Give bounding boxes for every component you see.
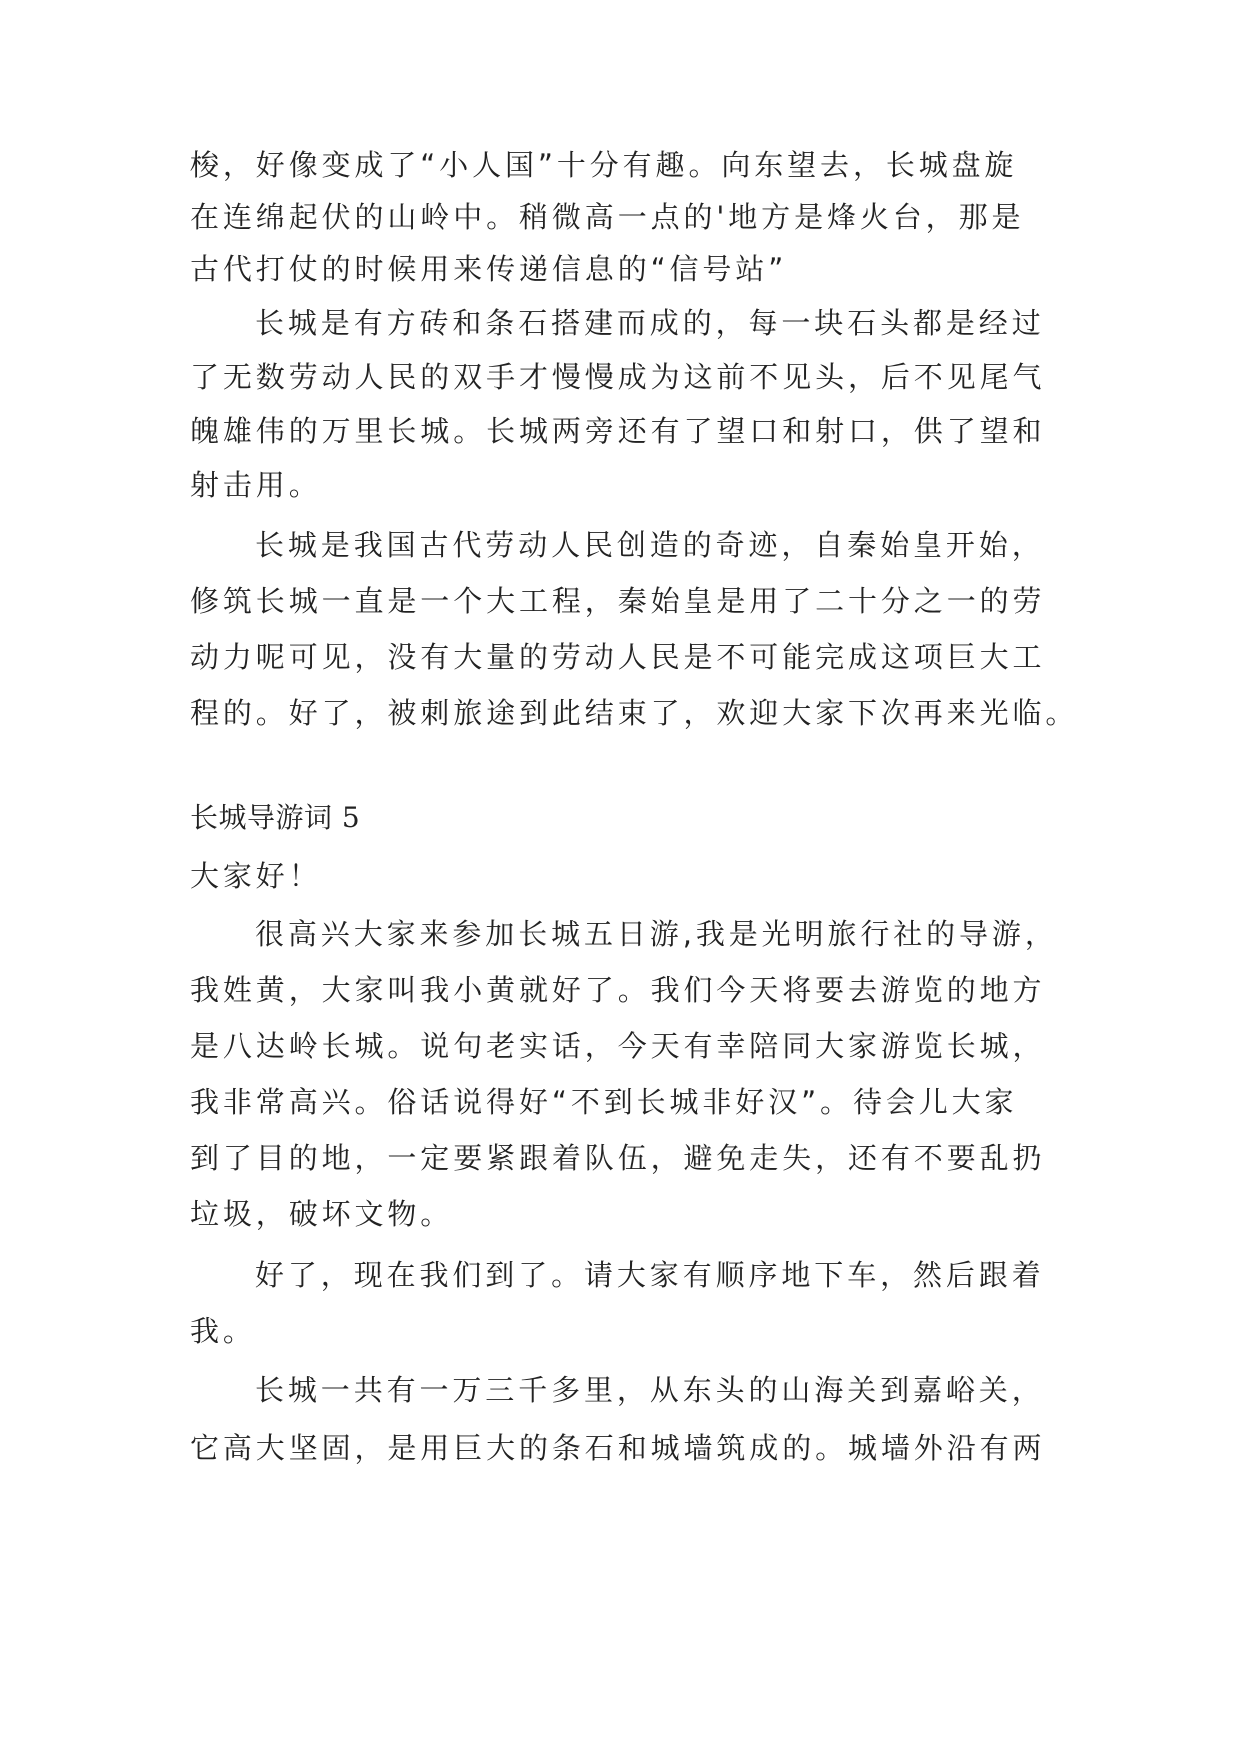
text-line: 到了目的地，一定要紧跟着队伍，避免走失，还有不要乱扔 [190, 1141, 1046, 1175]
text-line: 我姓黄，大家叫我小黄就好了。我们今天将要去游览的地方 [190, 973, 1046, 1007]
text-line: 在连绵起伏的山岭中。稍微高一点的'地方是烽火台，那是 [190, 200, 1025, 234]
text-line: 长城一共有一万三千多里，从东头的山海关到嘉峪关， [255, 1373, 1045, 1407]
text-line: 魄雄伟的万里长城。长城两旁还有了望口和射口，供了望和 [190, 414, 1046, 448]
greeting: 大家好！ [190, 859, 322, 893]
section-heading: 长城导游词 5 [190, 801, 361, 834]
text-line: 程的。好了，被刺旅途到此结束了，欢迎大家下次再来光临。 [190, 696, 1079, 730]
text-line: 我非常高兴。俗话说得好“不到长城非好汉”。待会儿大家 [190, 1085, 1018, 1119]
text-line: 它高大坚固，是用巨大的条石和城墙筑成的。城墙外沿有两 [190, 1431, 1046, 1465]
text-line: 动力呢可见，没有大量的劳动人民是不可能完成这项巨大工 [190, 640, 1046, 674]
text-line: 是八达岭长城。说句老实话，今天有幸陪同大家游览长城， [190, 1029, 1046, 1063]
text-line: 长城是我国古代劳动人民创造的奇迹，自秦始皇开始， [255, 528, 1045, 562]
text-line: 好了，现在我们到了。请大家有顺序地下车，然后跟着 [255, 1258, 1045, 1292]
text-line: 垃圾，破坏文物。 [190, 1197, 454, 1231]
text-line: 长城是有方砖和条石搭建而成的，每一块石头都是经过 [255, 306, 1045, 340]
text-line: 我。 [190, 1314, 256, 1348]
text-line: 很高兴大家来参加长城五日游,我是光明旅行社的导游， [255, 917, 1058, 951]
text-line: 了无数劳动人民的双手才慢慢成为这前不见头，后不见尾气 [190, 360, 1046, 394]
text-line: 射击用。 [190, 468, 322, 502]
text-line: 修筑长城一直是一个大工程，秦始皇是用了二十分之一的劳 [190, 584, 1046, 618]
text-line: 梭，好像变成了“小人国”十分有趣。向东望去，长城盘旋 [190, 148, 1018, 182]
text-line: 古代打仗的时候用来传递信息的“信号站” [190, 252, 788, 286]
